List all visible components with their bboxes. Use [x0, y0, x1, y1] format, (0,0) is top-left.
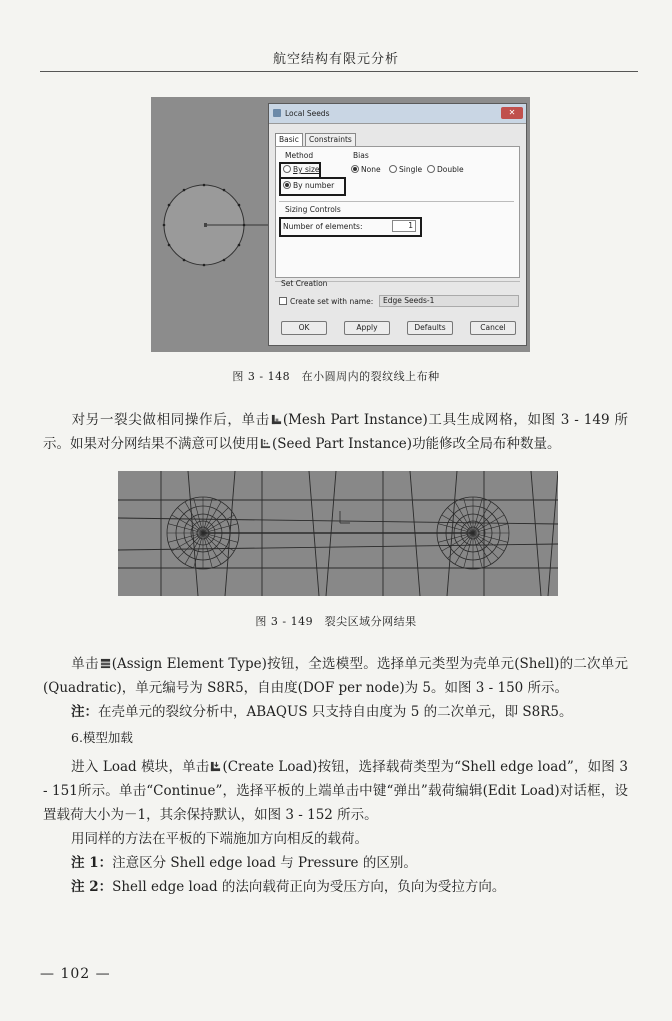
text-run: (Mesh Part Instance)工具生成网格，如图 3 - 149 所示。如果对分网结果不满意可以使用 — [43, 412, 629, 452]
assign-element-type-icon — [100, 658, 111, 669]
method-label: Method — [285, 151, 314, 160]
ok-button[interactable]: OK — [281, 321, 327, 335]
text-run: 单击 — [71, 656, 99, 672]
text-run: 进入 Load 模块，单击 — [71, 759, 210, 775]
note-label: 注 2： — [71, 879, 113, 895]
note — [43, 700, 628, 724]
note-text: 在壳单元的裂纹分析中，ABAQUS 只支持自由度为 5 的二次单元，即 S8R5。 — [98, 704, 573, 720]
radio-bias-none[interactable] — [351, 165, 381, 174]
text-run: (Seed Part Instance)功能修改全局布种数量。 — [272, 436, 561, 452]
note — [43, 875, 628, 899]
by-size-label: By size — [293, 165, 320, 174]
note-label: 注 1： — [71, 855, 113, 871]
bias-none-label: None — [361, 165, 381, 174]
create-set-label: Create set with name: — [290, 297, 374, 306]
set-creation-label: Set Creation — [281, 279, 328, 288]
defaults-button[interactable]: Defaults — [407, 321, 453, 335]
mesh-drawing — [118, 471, 558, 596]
text-run: (Create Load)按钮，选择载荷类型为“Shell edge load”，如图 3 - 151所示。单击“Continue”，选择平板的上端单击中键“弹出”载荷编辑(Edit Load)对话框，设置载荷大小为－1，其余保持默认，如图 3 - 152 所示。 — [43, 759, 628, 823]
figure-crack-tip-mesh — [118, 471, 558, 596]
note-text: Shell edge load 的法向载荷正向为受压方向，负向为受拉方向。 — [112, 879, 506, 895]
local-seeds-dialog — [268, 103, 527, 346]
radio-icon — [427, 165, 435, 173]
note — [43, 851, 628, 875]
note-label: 注： — [71, 704, 98, 720]
figure-caption-3-149: 图 3 - 149 裂尖区域分网结果 — [255, 615, 417, 628]
header-rule — [40, 71, 638, 72]
section-heading-text: 6.模型加载 — [71, 730, 133, 745]
close-icon[interactable]: ✕ — [501, 107, 523, 119]
create-set-checkbox[interactable] — [279, 297, 373, 306]
paragraph — [43, 827, 628, 851]
bias-label: Bias — [353, 151, 369, 160]
radio-bias-single[interactable] — [389, 165, 422, 174]
radio-selected-icon — [351, 165, 359, 173]
number-of-elements-label: Number of elements: — [283, 222, 363, 231]
seed-part-instance-icon — [260, 438, 271, 449]
apply-button[interactable]: Apply — [344, 321, 390, 335]
paragraph — [43, 755, 628, 827]
mesh-part-instance-icon — [271, 414, 282, 425]
page-number: — 102 — — [40, 966, 111, 982]
bias-single-label: Single — [399, 165, 423, 174]
number-of-elements-input[interactable]: 1 — [392, 220, 416, 232]
tab-basic[interactable]: Basic — [275, 133, 303, 146]
dialog-titlebar — [269, 104, 526, 124]
text-run: 对另一裂尖做相同操作后，单击 — [71, 412, 270, 428]
cancel-button[interactable]: Cancel — [470, 321, 516, 335]
create-load-icon — [210, 761, 221, 772]
figure-caption-3-148: 图 3 - 148 在小圆周内的裂纹线上布种 — [232, 370, 440, 383]
dialog-title: Local Seeds — [285, 109, 330, 118]
text-run: 用同样的方法在平板的下端施加方向相反的载荷。 — [71, 831, 368, 847]
bias-double-label: Double — [437, 165, 464, 174]
radio-icon — [389, 165, 397, 173]
highlight-box-by-number — [279, 177, 346, 196]
text-run: (Assign Element Type)按钮，全选模型。选择单元类型为壳单元(Shell)的二次单元(Quadratic)，单元编号为 S8R5，自由度(DOF per node)为 5。如图 3 - 150 所示。 — [43, 656, 629, 696]
tab-constraints[interactable]: Constraints — [305, 133, 356, 146]
running-header: 航空结构有限元分析 — [272, 52, 399, 67]
app-icon — [273, 109, 281, 117]
sizing-controls-label: Sizing Controls — [285, 205, 341, 214]
note-text: 注意区分 Shell edge load 与 Pressure 的区别。 — [112, 855, 417, 871]
checkbox-icon — [279, 297, 287, 305]
paragraph — [43, 652, 628, 700]
by-number-label: By number — [293, 181, 335, 190]
divider — [279, 201, 514, 202]
set-name-field[interactable]: Edge Seeds-1 — [379, 295, 519, 307]
paragraph — [43, 408, 628, 456]
figure-local-seeds — [151, 97, 530, 352]
radio-bias-double[interactable] — [427, 165, 464, 174]
highlight-box-number-of-elements — [279, 217, 422, 237]
section-heading — [43, 726, 628, 750]
